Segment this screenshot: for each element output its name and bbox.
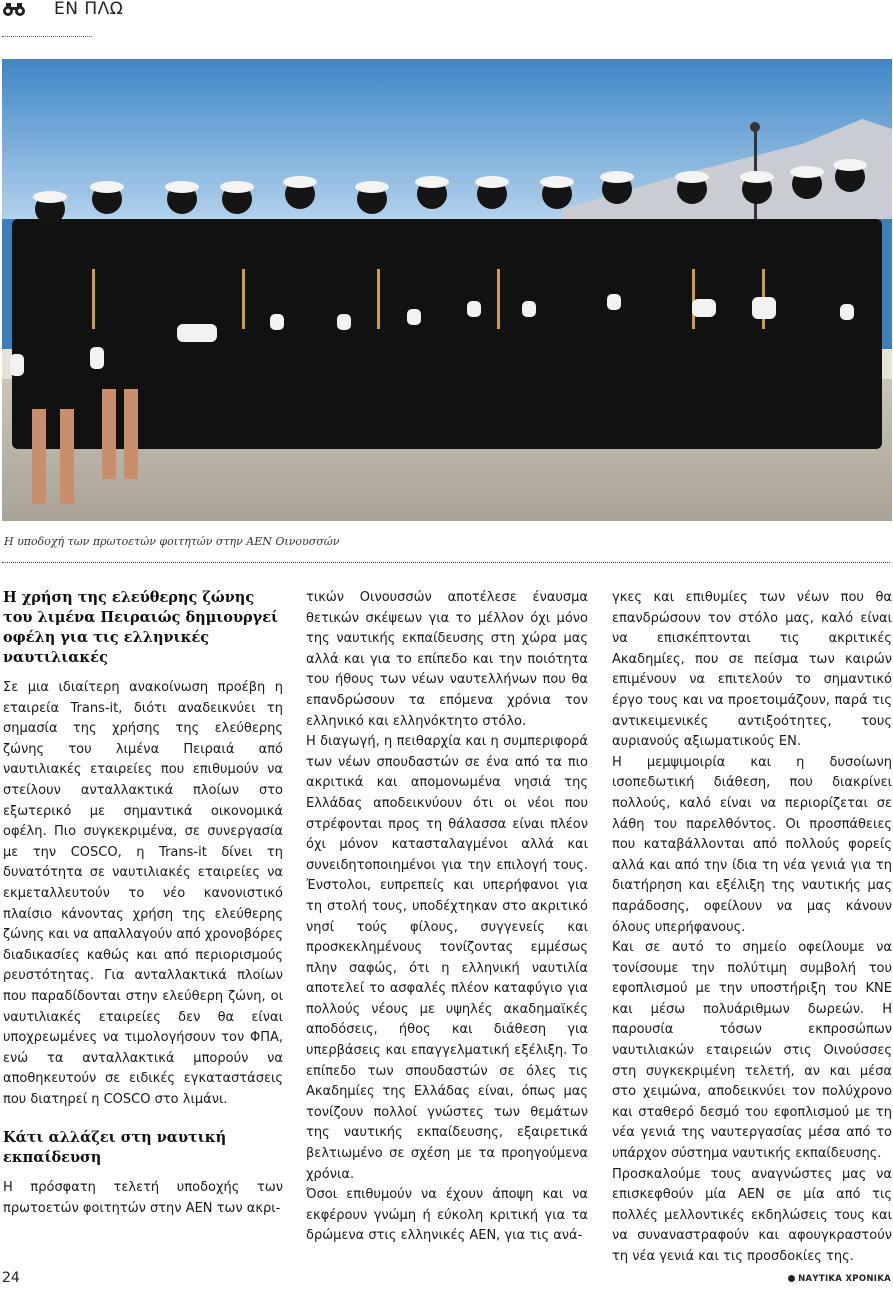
article-column-3 (612, 588, 892, 1268)
paragraph: Η μεμψιμοιρία και η δυσοίωνη ισοπεδωτική διάθεση, που διακρίνει πολλούς, καλό είναι να περιορίζεται σε λάθη του παρελθόντος. Οι προσπάθειες που καταβάλλονται από πολλούς φορείς αλλά και από την ίδια τη νέα γενιά για τη διατήρηση και εξέλιξη της ναυτικής μας παράδοσης, οφείλουν να μας κάνουν όλους υπερήφανους. (612, 754, 892, 935)
header-divider (2, 36, 92, 37)
paragraph: τικών Οινουσσών αποτέλεσε έναυσμα θετικών σκέψεων για το μέλλον όχι μόνο της ναυτικής εκπαίδευσης στη χώρα μας αλλά και για το επίπεδο και την ποιότητα του ήθους των νέων ναυτελλήνων που θα επανδρώσουν τα επόμενα χρόνια τον ελληνικό και ελληνόκτητο στόλο. (306, 590, 588, 729)
paragraph: Όσοι επιθυμούν να έχουν άποψη και να εκφέρουν γνώμη ή εύκολη κριτική για τα δρώμενα στις ελληνικές ΑΕΝ, για τις ανά- (306, 1187, 588, 1244)
magazine-logo-icon (788, 1275, 795, 1282)
magazine-name (788, 1274, 891, 1284)
page-header (0, 0, 893, 40)
page-number: 24 (2, 1270, 20, 1286)
paragraph: Και σε αυτό το σημείο οφείλουμε να τονίσουμε την πολύτιμη συμβολή του εφοπλισμού με την υποστήριξη του ΚΝΕ και μέσω πολυάριθμων δωρεών. Η παρουσία τόσων εκπροσώπων ναυτιλιακών εταιρειών στις Οινούσσες στη συγκεκριμένη τελετή, αν και μέσα στο χειμώνα, αποδεικνύει τον πολύχρονο και σταθερό δεσμό του εφοπλισμού με τη νέα γενιά της ναυτεργασίας μέσα από το υπάρχον σύστημα ναυτικής εκπαίδευσης. (612, 940, 892, 1162)
article-column-2 (306, 588, 588, 1247)
article-column-1 (3, 588, 283, 1220)
paragraph: Η διαγωγή, η πειθαρχία και η συμπεριφορά των νέων σπουδαστών σε ένα από τα πιο ακριτικά και απομονωμένα νησιά της Ελλάδας αποδεικνύουν ότι οι νέοι που στρέφονται προς τη θάλασσα είναι πλέον όχι μόνον κατασταλαγμένοι αλλά και συνειδητοποιημένοι για την επιλογή τους. Ένστολοι, ευπρεπείς και υπερήφανοι για τη στολή τους, υποδέχτηκαν στο ακριτικό νησί τούς φίλους, συγγενείς και προσκεκλημένους τονίζοντας εμμέσως πλην σαφώς, ότι η ελληνική ναυτιλία αποτελεί το ασφαλές πλέον καταφύγιο για πολλούς νέους με υψηλές ακαδημαϊκές αποδόσεις, ήθος και διάθεση για υπερβάσεις και επαγγελματική εξέλιξη. Το επίπεδο των σπουδαστών σε όλες τις Ακαδημίες της Ελλάδας είναι, όπως μας τονίζουν πολλοί γνώστες των θεμάτων της ναυτικής εκπαίδευσης, εξαιρετικά βελτιωμένο σε σχέση με τα προηγούμενα χρόνια. (306, 734, 588, 1182)
article-heading: Η χρήση της ελεύθερης ζώνης του λιμένα Πειραιώς δημιουργεί οφέλη για τις ελληνικές ναυτιλιακές (3, 589, 279, 666)
paragraph: Η πρόσφατη τελετή υποδοχής των πρωτοετών φοιτητών στην ΑΕΝ των ακρι- (3, 1180, 283, 1217)
binoculars-icon (2, 1, 26, 17)
photo-caption: Η υποδοχή των πρωτοετών φοιτητών στην ΑΕΝ Οινουσσών (4, 535, 340, 548)
caption-divider (2, 562, 890, 563)
paragraph: Προσκαλούμε τους αναγνώστες μας να επισκεφθούν μία ΑΕΝ σε μία από τις πολλές μελλοντικές εκδηλώσεις τους και να συναναστραφούν και αφουγκραστούν τη νέα γενιά και τις προσδοκίες της. (612, 1166, 892, 1264)
magazine-title: ΝΑΥΤΙΚΑ ΧΡΟΝΙΚΑ (798, 1274, 891, 1284)
section-title: ΕΝ ΠΛΩ (54, 0, 124, 19)
cadets-photo (2, 59, 892, 521)
paragraph: Σε μια ιδιαίτερη ανακοίνωση προέβη η εταιρεία Trans-it, διότι αναδεικνύει τη σημασία της χρήσης της ελεύθερης ζώνης του λιμένα Πειραιά από ναυτιλιακές εταιρείες που επιθυμούν να στείλουν ανταλλακτικά πλοίων στο εξωτερικό με σημαντικά οικονομικά οφέλη. Πιο συγκεκριμένα, σε συνεργασία με την COSCO, η Trans-it δίνει τη δυνατότητα σε ναυτιλιακές εταιρείες να εκμεταλλευτούν το νέο κανονιστικό πλαίσιο κάνοντας χρήση της ελεύθερης ζώνης και να απαλλαγούν από χρονοβόρες διαδικασίες καθώς και από περιορισμούς ρευστότητας. Για ανταλλακτικά πλοίων που παραδίδονται στην ελεύθερη ζώνη, οι ναυτιλιακές εταιρείες δεν θα είναι υποχρεωμένες να τιμολογήσουν τον ΦΠΑ, ενώ τα ανταλλακτικά μπορούν να αποθηκευτούν σε ειδικές εγκαταστάσεις που διατηρεί η COSCO στο λιμάνι. (3, 680, 284, 1107)
paragraph: γκες και επιθυμίες των νέων που θα επανδρώσουν τον στόλο μας, καλό είναι να επισκέπτονται τις ακριτικές Ακαδημίες, που σε πείσμα των καιρών επιμένουν να επιτελούν το σημαντικό έργο τους και να προετοιμάζουν, παρά τις αντικειμενικές αντιξοότητες, τους αυριανούς αξιωματικούς ΕΝ. (612, 590, 892, 750)
article-subheading: Κάτι αλλάζει στη ναυτική εκπαίδευση (3, 1129, 227, 1167)
page-footer (0, 1270, 893, 1291)
